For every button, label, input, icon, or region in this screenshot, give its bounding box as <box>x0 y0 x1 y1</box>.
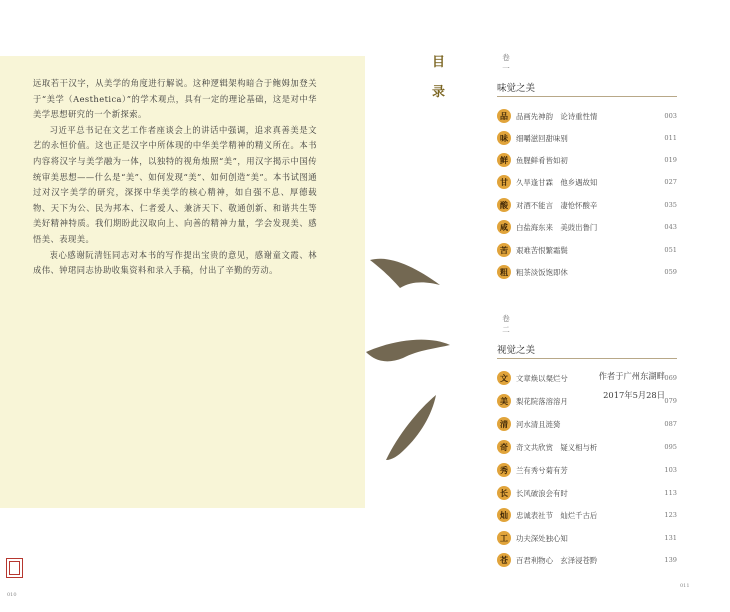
volume-label <box>501 52 511 74</box>
chapter-page: 079 <box>664 397 677 405</box>
chapter-page: 113 <box>664 489 677 497</box>
chapter-page: 019 <box>664 156 677 164</box>
volume-title: 视觉之美 <box>497 345 536 356</box>
toc-entry[interactable] <box>497 440 677 456</box>
toc-title-char: 录 <box>432 85 446 100</box>
toc-entry[interactable] <box>497 394 677 410</box>
signature-date: 2017年5月28日 <box>603 390 665 400</box>
chapter-page: 123 <box>664 511 677 519</box>
chapter-title: 河水清且涟猗 <box>516 420 561 429</box>
red-seal-icon <box>6 558 23 578</box>
chapter-page: 131 <box>664 534 677 542</box>
chapter-title: 粗茶淡饭饱即休 <box>516 268 568 277</box>
chapter-title: 细嚼滋回甜味别 <box>516 134 568 143</box>
chapter-badge: 奇 <box>497 440 511 454</box>
volume-label <box>501 313 511 335</box>
chapter-title: 功夫深处独心知 <box>516 534 568 543</box>
toc-entry[interactable] <box>497 220 677 236</box>
chapter-title: 忠诚表社节 灿烂千古后 <box>516 511 598 520</box>
chapter-page: 069 <box>664 374 677 382</box>
volume-number: 二 <box>502 325 510 334</box>
volume-label-char: 卷 <box>502 53 510 62</box>
chapter-badge: 美 <box>497 394 511 408</box>
toc-entry[interactable] <box>497 131 677 147</box>
chapter-page: 027 <box>664 178 677 186</box>
chapter-badge: 品 <box>497 109 511 123</box>
chapter-badge: 咸 <box>497 220 511 234</box>
chapter-title: 对酒不能言 凄怆怀酸辛 <box>516 201 598 210</box>
chapter-page: 043 <box>664 223 677 231</box>
chapter-title: 梨花院落溶溶月 <box>516 397 568 406</box>
toc-entry[interactable] <box>497 109 677 125</box>
page-number-right: 011 <box>680 583 690 589</box>
toc-entry[interactable] <box>497 463 677 479</box>
chapter-title: 白盐海东来 美豉出鲁门 <box>516 223 598 232</box>
chapter-page: 087 <box>664 420 677 428</box>
preface-paragraph: 习近平总书记在文艺工作者座谈会上的讲话中强调，追求真善美是文艺的永恒价值。这也正是汉字中所体现的中华美学精神的精义所在。本书内容将汉字与美学融为一体，以独特的视角烛照“美”，用汉字揭示中国传统审美思想——什么是“美”、如何发现“美”、如何创造“美”。本书试图通过对汉字美学的研究，深探中华美学的核心精神，如自强不息、厚德载物、天下为公、民为邦本、仁者爱人、兼济天下、敬通创新、和谐共生等美好精神特质。我们期盼此汉取向上、向善的精神力量，学会发现美、感悟美、表现美。 <box>33 124 317 244</box>
toc-entry[interactable] <box>497 553 677 569</box>
preface-paragraph: 远取若干汉字，从美学的角度进行解说。这种逻辑架构暗合于鲍姆加登关于“美学（Aesthetica）”的学术观点，具有一定的理论基础，这是对中华美学思想研究的一个新探索。 <box>33 78 317 120</box>
chapter-badge: 苍 <box>497 553 511 567</box>
brush-stroke-decoration <box>358 230 458 470</box>
chapter-badge: 苦 <box>497 243 511 257</box>
volume-number: 一 <box>502 64 510 73</box>
preface-paragraph: 衷心感谢阮清钰同志对本书的写作提出宝贵的意见，感谢童文霞、林成伟、钟珺同志协助收集资料和录入手稿，付出了辛勤的劳动。 <box>33 249 317 276</box>
chapter-title: 鱼腥鲜肴皆如初 <box>516 156 568 165</box>
chapter-badge: 味 <box>497 131 511 145</box>
volume-divider <box>497 358 677 359</box>
chapter-badge: 工 <box>497 531 511 545</box>
chapter-badge: 文 <box>497 371 511 385</box>
volume-title: 味觉之美 <box>497 83 536 94</box>
chapter-title: 艰难苦恨繁霜鬓 <box>516 246 568 255</box>
toc-entry[interactable] <box>497 153 677 169</box>
toc-title <box>432 48 446 108</box>
chapter-title: 品画先神韵 论诗重性情 <box>516 112 598 121</box>
toc-entry[interactable] <box>497 508 677 524</box>
chapter-badge: 长 <box>497 486 511 500</box>
chapter-badge: 秀 <box>497 463 511 477</box>
volume-label-char: 卷 <box>502 314 510 323</box>
chapter-page: 139 <box>664 556 677 564</box>
chapter-badge: 甘 <box>497 175 511 189</box>
chapter-page: 003 <box>664 112 677 120</box>
preface-text <box>33 76 317 279</box>
chapter-title: 文章焕以粲烂兮 <box>516 374 568 383</box>
chapter-title: 久旱逢甘霖 他乡遇故知 <box>516 178 598 187</box>
author-signature: 作者于广州东湖畔 <box>598 371 665 381</box>
chapter-page: 011 <box>664 134 677 142</box>
chapter-badge: 清 <box>497 417 511 431</box>
toc-entry[interactable] <box>497 243 677 259</box>
chapter-title: 奇文共欣赏 疑义相与析 <box>516 443 598 452</box>
toc-entry[interactable] <box>497 265 677 281</box>
page-number-left: 010 <box>7 592 17 598</box>
chapter-title: 兰有秀兮菊有芳 <box>516 466 568 475</box>
chapter-badge: 灿 <box>497 508 511 522</box>
chapter-badge: 酸 <box>497 198 511 212</box>
chapter-page: 095 <box>664 443 677 451</box>
chapter-title: 长风破浪会有时 <box>516 489 568 498</box>
chapter-page: 103 <box>664 466 677 474</box>
chapter-title: 百君利物心 玄泽浸苍黔 <box>516 556 598 565</box>
chapter-badge: 粗 <box>497 265 511 279</box>
chapter-badge: 鲜 <box>497 153 511 167</box>
toc-entry[interactable] <box>497 198 677 214</box>
chapter-page: 051 <box>664 246 677 254</box>
chapter-page: 035 <box>664 201 677 209</box>
toc-entry[interactable] <box>497 417 677 433</box>
chapter-page: 059 <box>664 268 677 276</box>
volume-divider <box>497 96 677 97</box>
toc-entry[interactable] <box>497 371 677 387</box>
toc-entry[interactable] <box>497 175 677 191</box>
toc-entry[interactable] <box>497 531 677 547</box>
toc-title-char: 目 <box>432 55 446 70</box>
toc-entry[interactable] <box>497 486 677 502</box>
